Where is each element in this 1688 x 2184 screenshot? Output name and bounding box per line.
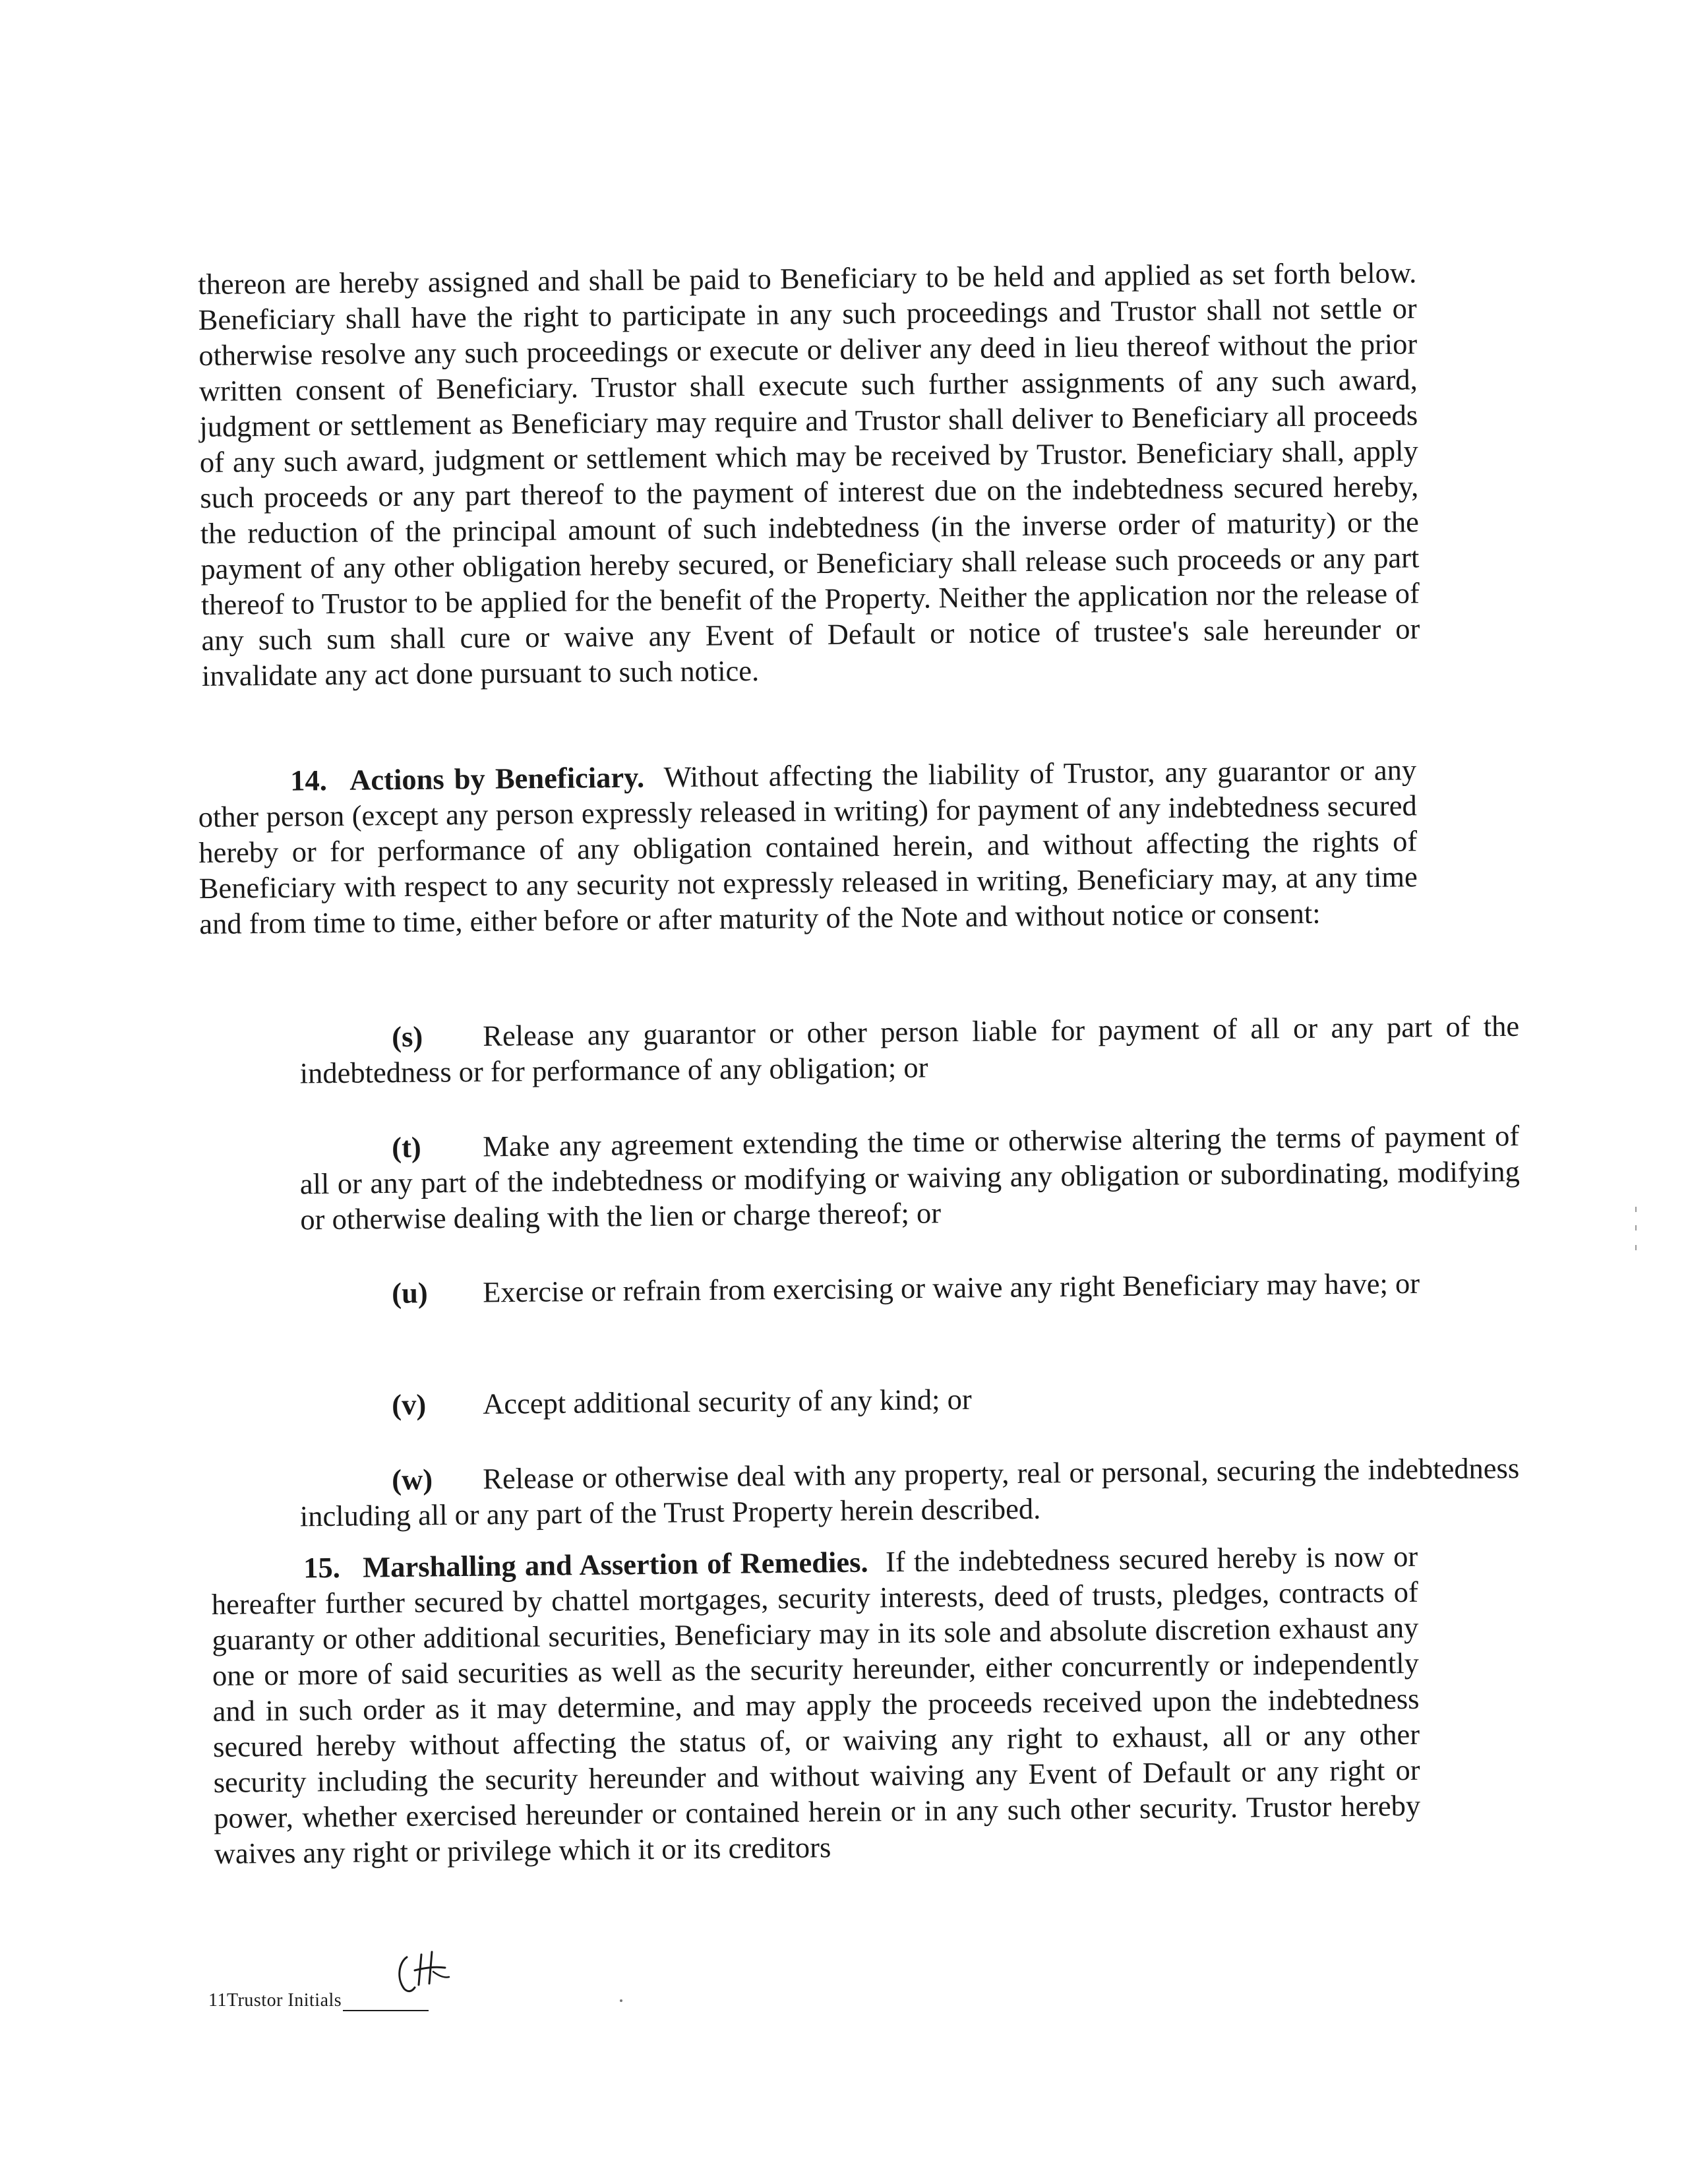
list-item-s xyxy=(198,1008,1520,1092)
section-14-paragraph xyxy=(198,752,1418,942)
scan-speck-dot xyxy=(620,1999,622,2002)
list-item-text: Exercise or refrain from exercising or waive any right Beneficiary may have; or xyxy=(482,1266,1420,1309)
section-14-body: Without affecting the liability of Trustor, any guarantor or any other person (except any person expressly released in writing) for payment of any indebtedness secured hereby or for performance of any obligation contained herein, and without affecting the rights of Beneficiary with respect to any security not expressly released in writing, Beneficiary may, at any time and from time to time, either before or after maturity of the Note and without notice or consent: xyxy=(198,753,1418,940)
list-item-label: (v) xyxy=(392,1387,427,1422)
list-item-w xyxy=(198,1450,1520,1535)
section-15-body: If the indebtedness secured hereby is now or hereafter further secured by chattel mortgages, security interests, deed of trusts, pledges, contracts of guaranty or other additional securities, Beneficiary may in its sole and absolute discretion exhaust any one or more of said securities as well as the security hereunder, either concurrently or independently and in such order as it may determine, and may apply the proceeds received upon the indebtedness secured hereby without affecting the status of, or waiving any right to exhaust, all or any other security including the security hereunder and without waiving any Event of Default or any right or power, whether exercised hereunder or contained herein or in any such other security. Trustor hereby waives any right or privilege which it or its creditors xyxy=(211,1539,1421,1870)
section-14-heading: Actions by Beneficiary. xyxy=(349,760,645,797)
page-number: 11 xyxy=(208,1990,227,2011)
list-item-v xyxy=(198,1376,1519,1424)
list-item-label: (t) xyxy=(392,1130,421,1164)
section-15-heading: Marshalling and Assertion of Remedies. xyxy=(363,1545,868,1584)
scan-speck-marks xyxy=(1634,1207,1638,1253)
list-item-text: Make any agreement extending the time or otherwise altering the terms of payment of all or any part of the indebtedness or modifying or waiving any obligation or subordinating, modifying or otherwise dealing with the lien or charge thereof; or xyxy=(299,1119,1521,1236)
section-15-number: 15. xyxy=(303,1550,341,1585)
list-item-label: (w) xyxy=(392,1463,433,1496)
handwritten-initials xyxy=(392,1945,458,1998)
initials-label: Trustor Initials xyxy=(226,1990,342,2011)
list-item-u xyxy=(102,1264,1519,1314)
list-item-text: Accept additional security of any kind; or xyxy=(482,1382,972,1420)
continued-paragraph: thereon are hereby assigned and shall be paid to Beneficiary to be held and applied as set forth below. Beneficiary shall have the right to participate in any such proceedings and Trustor shall not settle or otherwise resolve any such proceedings or execute or deliver any deed in lieu thereof without the prior written consent of Beneficiary. Trustor shall execute such further assignments of any such award, judgment or settlement as Beneficiary may require and Trustor shall deliver to Beneficiary all proceeds of any such award, judgment or settlement which may be received by Trustor. Beneficiary shall, apply such proceeds or any part thereof to the payment of interest due on the indebtedness secured hereby, the reduction of the principal amount of such indebtedness (in the inverse order of maturity) or the payment of any other obligation hereby secured, or Beneficiary shall release such proceeds or any part thereof to Trustor to be applied for the benefit of the Property. Neither the application nor the release of any such sum shall cure or waive any Event of Default or notice of trustee's sale hereunder or invalidate any act done pursuant to such notice. xyxy=(198,256,1420,692)
list-item-label: (s) xyxy=(392,1019,423,1054)
list-item-label: (u) xyxy=(391,1276,428,1310)
section-15-paragraph xyxy=(211,1538,1421,1871)
list-item-text: Release any guarantor or other person liable for payment of all or any part of the indebtedness or for performance of any obligation; or xyxy=(299,1009,1520,1090)
list-item-text: Release or otherwise deal with any property, real or personal, securing the indebtedness including all or any part of the Trust Property herein described. xyxy=(299,1451,1520,1533)
list-item-t xyxy=(198,1118,1521,1238)
section-14-number: 14. xyxy=(290,764,328,797)
